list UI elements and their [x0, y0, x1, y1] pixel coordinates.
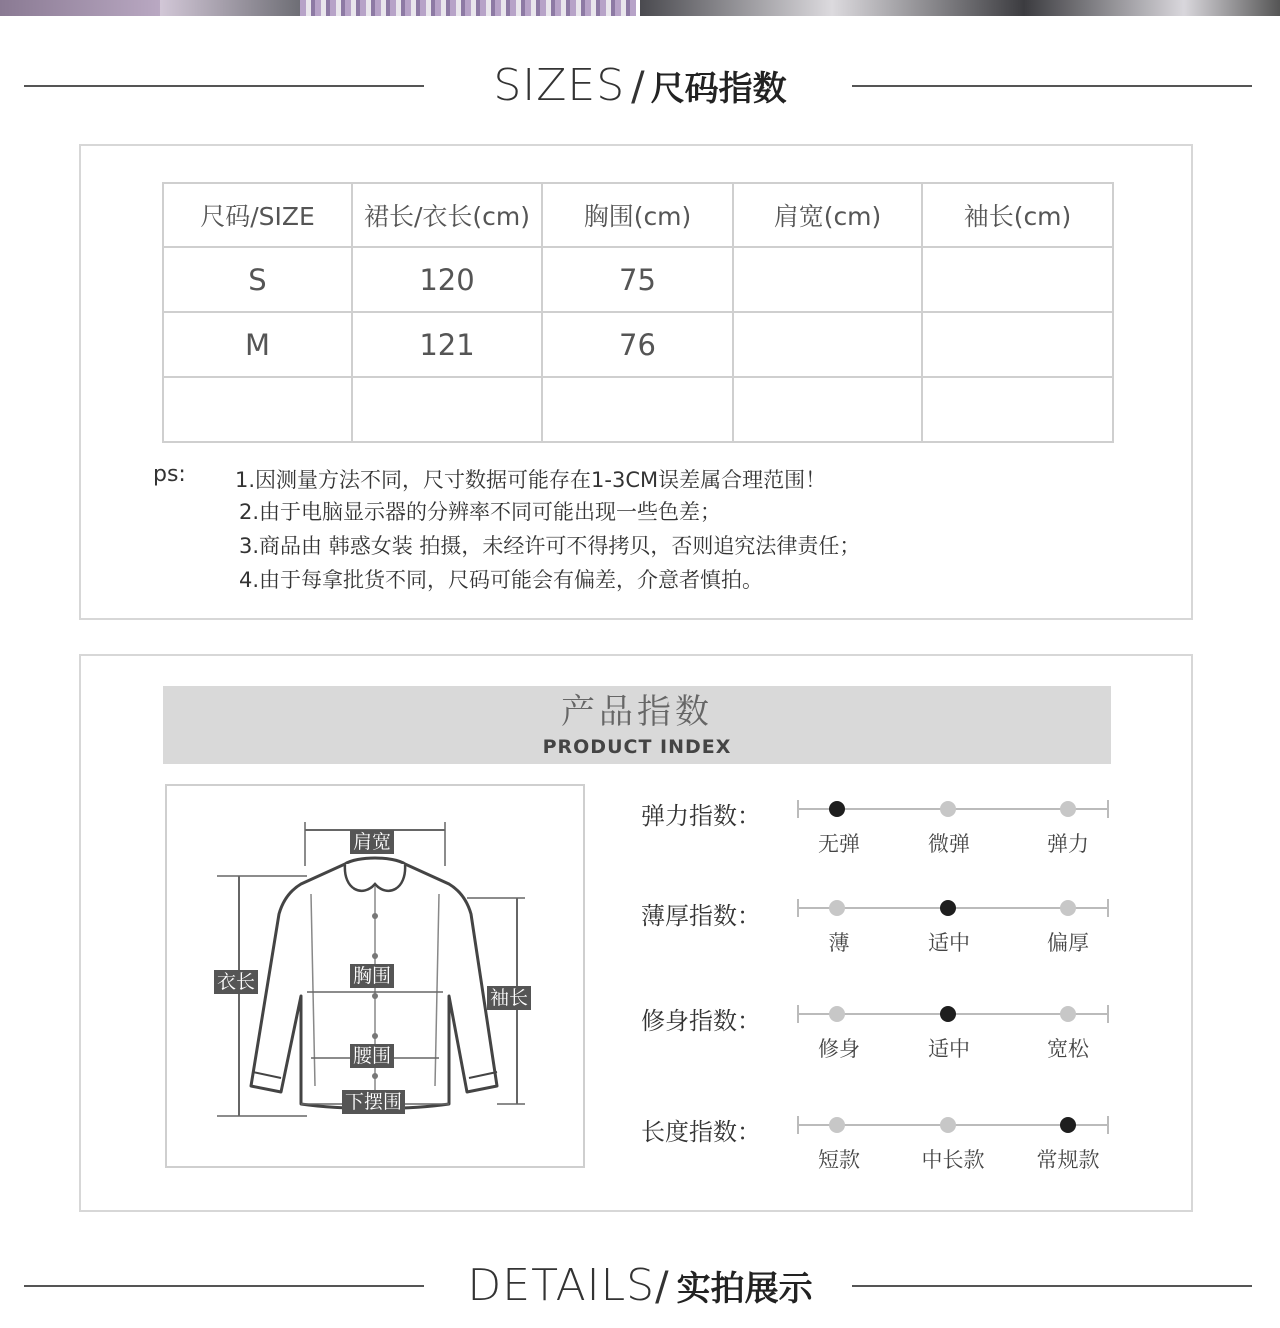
- length-cell: [352, 377, 542, 442]
- product-index-header: [163, 686, 1111, 764]
- sleeve-label: 袖长: [487, 986, 531, 1010]
- shoulder-cell: [733, 312, 922, 377]
- scale-option: 中长款: [921, 1148, 985, 1172]
- scale-dot: [940, 801, 956, 817]
- length-cell: 121: [352, 312, 542, 377]
- scale-option: 修身: [818, 1037, 860, 1061]
- sizes-heading-cn: 尺码指数: [650, 69, 787, 109]
- scale-dot: [829, 900, 845, 916]
- thickness-index-label: 薄厚指数：: [641, 902, 761, 930]
- size-table-header: 肩宽(cm): [733, 183, 922, 247]
- scale-dot: [1060, 900, 1076, 916]
- chest-cell: 76: [542, 312, 733, 377]
- shoulder-label: 肩宽: [350, 830, 394, 854]
- details-heading-en: DETAILS: [467, 1260, 656, 1311]
- size-table-header: 胸围(cm): [542, 183, 733, 247]
- photo-segment: [640, 0, 1280, 16]
- note-line: 3.商品由 韩惑女装 拍摄，未经许可不得拷贝，否则追究法律责任；: [239, 534, 861, 558]
- details-heading: [0, 1256, 1280, 1325]
- note-line: 4.由于每拿批货不同，尺码可能会有偏差，介意者慎拍。: [239, 568, 764, 592]
- length-index-label: 长度指数：: [641, 1118, 761, 1146]
- scale-dot: [940, 1006, 956, 1022]
- scale-dot: [829, 801, 845, 817]
- scale-option: 偏厚: [1047, 931, 1089, 955]
- scale-dot: [1060, 1117, 1076, 1133]
- scale-dot: [829, 1006, 845, 1022]
- size-table: [162, 182, 1114, 443]
- shoulder-cell: [733, 377, 922, 442]
- length-cell: 120: [352, 247, 542, 312]
- sizes-heading-slash: /: [631, 64, 645, 110]
- chest-label: 胸围: [350, 964, 394, 988]
- size-cell: [163, 377, 352, 442]
- waist-label: 腰围: [350, 1044, 394, 1068]
- scale-dot: [829, 1117, 845, 1133]
- sleeve-cell: [922, 377, 1113, 442]
- shoulder-cell: [733, 247, 922, 312]
- scale-option: 宽松: [1047, 1037, 1089, 1061]
- details-heading-cn: 实拍展示: [676, 1269, 813, 1309]
- garment-measurement-diagram: [165, 784, 585, 1168]
- scale-dot: [1060, 801, 1076, 817]
- details-section-title: [0, 1256, 1280, 1316]
- size-chart-panel: [79, 144, 1193, 620]
- photo-segment: [0, 0, 160, 16]
- note-line: 1.因测量方法不同，尺寸数据可能存在1-3CM误差属合理范围！: [235, 468, 827, 492]
- scale-dot: [940, 900, 956, 916]
- sleeve-cell: [922, 247, 1113, 312]
- sizes-section-title: [0, 56, 1280, 116]
- photo-segment: [160, 0, 300, 16]
- product-photo-strip: [0, 0, 1280, 16]
- scale-dot: [1060, 1006, 1076, 1022]
- sizes-heading: [0, 56, 1280, 125]
- table-row: [163, 377, 1113, 442]
- scale-option: 弹力: [1047, 832, 1089, 856]
- sleeve-cell: [922, 312, 1113, 377]
- scale-option: 适中: [928, 1037, 970, 1061]
- product-index-title-cn: 产品指数: [561, 692, 713, 732]
- fit-index-label: 修身指数：: [641, 1007, 761, 1035]
- size-table-header: 袖长(cm): [922, 183, 1113, 247]
- scale-option: 薄: [828, 931, 850, 955]
- hem-label: 下摆围: [342, 1090, 405, 1114]
- size-table-header: 尺码/SIZE: [163, 183, 352, 247]
- size-table-header: 裙长/衣长(cm): [352, 183, 542, 247]
- scale-option: 适中: [928, 931, 970, 955]
- sizes-heading-en: SIZES: [493, 60, 626, 111]
- chest-cell: 75: [542, 247, 733, 312]
- scale-option: 无弹: [818, 832, 860, 856]
- size-cell: M: [163, 312, 352, 377]
- scale-option: 常规款: [1036, 1148, 1100, 1172]
- table-row: [163, 312, 1113, 377]
- details-heading-slash: /: [655, 1264, 669, 1310]
- elasticity-index-label: 弹力指数：: [641, 802, 761, 830]
- scale-option: 微弹: [928, 832, 970, 856]
- note-line: 2.由于电脑显示器的分辨率不同可能出现一些色差；: [239, 500, 722, 524]
- photo-segment: [300, 0, 636, 16]
- length-label: 衣长: [214, 970, 258, 994]
- thickness-index-scale: [797, 898, 1109, 918]
- product-index-title-en: PRODUCT INDEX: [542, 736, 732, 758]
- table-row: [163, 247, 1113, 312]
- size-table-header-row: [163, 183, 1113, 247]
- size-cell: S: [163, 247, 352, 312]
- elasticity-index-scale: [797, 799, 1109, 819]
- notes-label: ps:: [153, 462, 186, 487]
- scale-dot: [940, 1117, 956, 1133]
- length-index-scale: [797, 1115, 1109, 1135]
- scale-option: 短款: [818, 1148, 860, 1172]
- product-index-panel: [79, 654, 1193, 1212]
- fit-index-scale: [797, 1004, 1109, 1024]
- chest-cell: [542, 377, 733, 442]
